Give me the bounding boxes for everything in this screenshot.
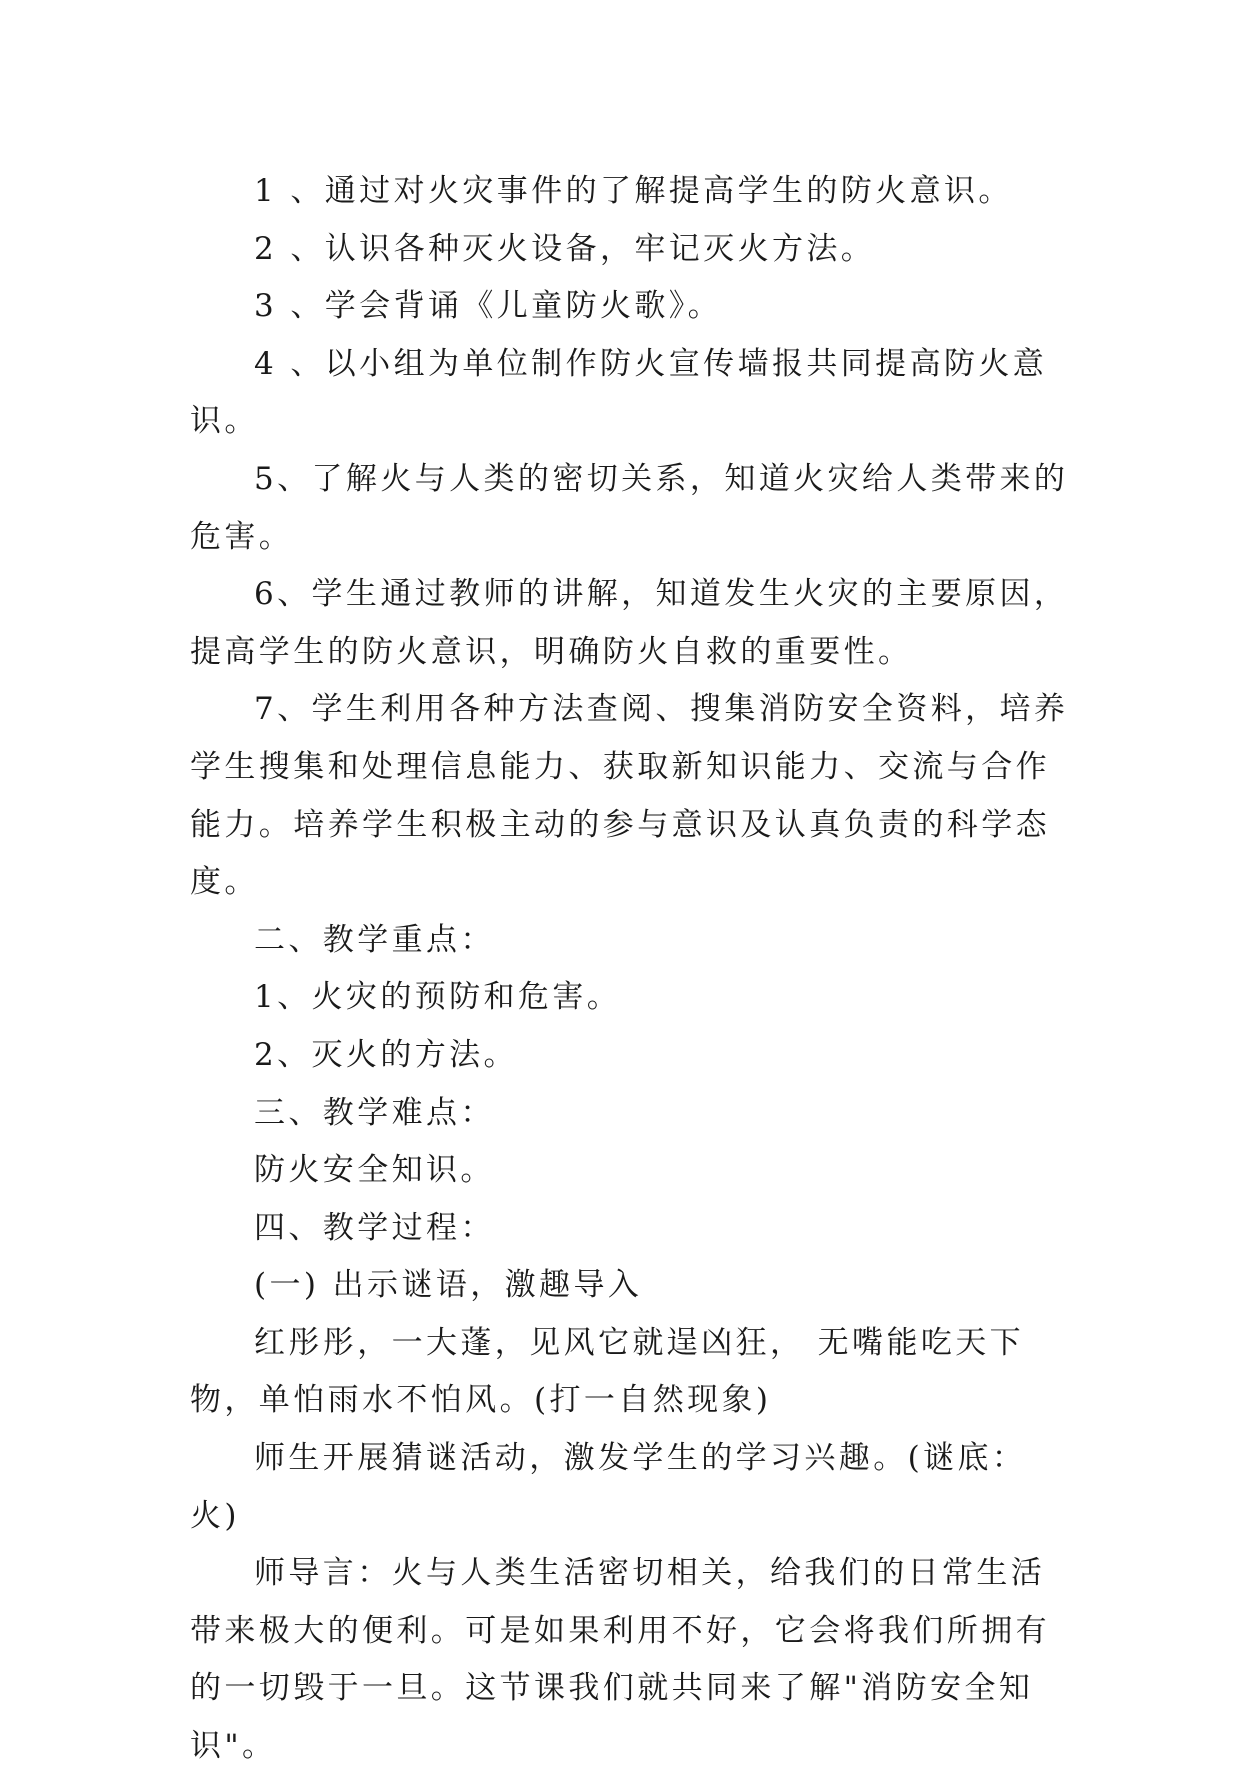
difficulty-1: 防火安全知识。 [254, 1152, 495, 1189]
key-point-2: 2、灭火的方法。 [254, 1036, 518, 1073]
process-step-1-heading: (一) 出示谜语，激趣导入 [254, 1267, 643, 1304]
objective-2: 2 、认识各种灭火设备，牢记灭火方法。 [254, 230, 876, 267]
section-heading-process: 四、教学过程： [254, 1209, 495, 1246]
riddle-paragraph: 红彤彤，一大蓬，见风它就逞凶狂， 无嘴能吃天下物，单怕雨水不怕风。(打一自然现象) [190, 1324, 1025, 1419]
document-body [190, 163, 1070, 1776]
objective-4: 4 、以小组为单位制作防火宣传墙报共同提高防火意识。 [190, 345, 1048, 440]
riddle-activity-paragraph: 师生开展猜谜活动，激发学生的学习兴趣。(谜底：火) [190, 1440, 1027, 1534]
objective-1: 1 、通过对火灾事件的了解提高学生的防火意识。 [254, 173, 1013, 209]
objective-6: 6、学生通过教师的讲解，知道发生火灾的主要原因，提高学生的防火意识，明确防火自救的重要性。 [190, 576, 1069, 670]
objective-3: 3 、学会背诵《儿童防火歌》。 [254, 288, 723, 325]
objective-7: 7、学生利用各种方法查阅、搜集消防安全资料，培养学生搜集和处理信息能力、获取新知识能力、交流与合作能力。培养学生积极主动的参与意识及认真负责的科学态度。 [190, 691, 1069, 901]
key-point-1: 1、火灾的预防和危害。 [254, 979, 622, 1016]
section-heading-difficulties: 三、教学难点： [254, 1094, 495, 1131]
objective-5: 5、了解火与人类的密切关系，知道火灾给人类带来的危害。 [190, 460, 1069, 555]
section-heading-key-points: 二、教学重点： [254, 921, 495, 958]
teacher-intro-paragraph: 师导言：火与人类生活密切相关，给我们的日常生活带来极大的便利。可是如果利用不好，它会将我们所拥有的一切毁于一旦。这节课我们就共同来了解"消防安全知识"。 [190, 1555, 1050, 1765]
